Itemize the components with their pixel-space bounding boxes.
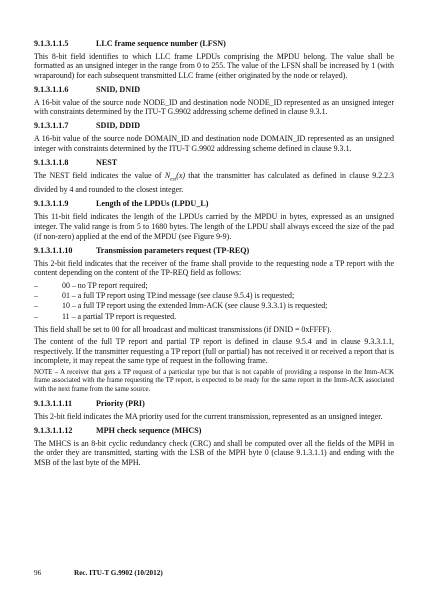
list-item: – 01 – a full TP report using TP.ind message (see clause 9.5.4) is requested;: [34, 291, 295, 301]
section-lpdu-length: [34, 199, 394, 241]
list-item: – 00 – no TP report required;: [34, 280, 148, 290]
section-number: 9.1.3.1.1.10: [34, 245, 73, 255]
section-title: SDID, DDID: [96, 121, 141, 131]
section-tp-req: [34, 246, 394, 395]
paragraph: The MHCS is an 8-bit cyclic redundancy check (CRC) and shall be computed over all the fields of the MPH in the order they are transmitted, starting with the LSB of the MPH byte 0 (clause 9.1.3.1.1) and ending with the MSB of the last byte of the MPH.: [34, 438, 394, 468]
section-number: 9.1.3.1.1.6: [34, 84, 69, 94]
section-sdid-ddid: [34, 121, 394, 153]
paragraph: The content of the full TP report and partial TP report is defined in clause 9.5.4 and in clause 9.3.3.1.1, respectively. If the transmitter requesting a TP report (full or partial) has not received it or received a report that is incomplete, it may repeat the same type of request in the following frame.: [34, 337, 394, 366]
section-heading: [34, 399, 394, 409]
paragraph: This 2-bit field indicates the MA priority used for the current transmission, represented as an unsigned integer.: [34, 411, 383, 421]
paragraph: This field shall be set to 00 for all broadcast and multicast transmissions (if DNID = 0xFFFF).: [34, 324, 332, 334]
section-lfsn: [34, 39, 394, 81]
page-footer: [34, 569, 163, 577]
nest-text-post: that the transmitter has calculated as defined in clause 9.2.2.3 divided by 4 and rounded to the closest integer.: [34, 171, 395, 195]
list-item: – 11 – a partial TP report is requested.: [34, 311, 177, 321]
section-heading: [34, 85, 394, 95]
paragraph: This 2-bit field indicates that the receiver of the frame shall provide to the requesting node a TP report with the content depending on the content of the TP-REQ field as follows:: [34, 258, 394, 278]
section-title: NEST: [96, 158, 118, 168]
section-title: Transmission parameters request (TP-REQ): [96, 245, 250, 255]
section-number: 9.1.3.1.1.9: [34, 199, 69, 209]
section-snid-dnid: [34, 85, 394, 117]
paragraph: [34, 171, 394, 195]
section-title: LLC frame sequence number (LFSN): [96, 38, 226, 48]
list-item: – 10 – a full TP report using the extended Imm-ACK (see clause 9.3.3.1) is requested;: [34, 301, 328, 311]
section-mhcs: [34, 426, 394, 468]
note: NOTE – A receiver that gets a TP request of a particular type but that is not capable of providing a response in the Imm-ACK frame associated with the frame requesting the TP report, is expected to be ready for the same report in the Imm-ACK associated with the next frame from the same source.: [34, 369, 394, 393]
section-nest: [34, 158, 394, 195]
section-number: 9.1.3.1.1.8: [34, 158, 69, 168]
paragraph: This 8-bit field identifies to which LLC frame LPDUs comprising the MPDU belong. The value shall be formatted as an unsigned integer in the range from 0 to 255. The value of the LFSN shall be increased by 1 (with wraparound) for each subsequent transmitted LLC frame (either originated by the node or relayed).: [34, 51, 394, 80]
document-body: [34, 34, 394, 471]
tp-req-values-list: [34, 281, 394, 322]
section-number: 9.1.3.1.1.12: [34, 425, 73, 435]
section-title: Length of the LPDUs (LPDU_L): [96, 199, 209, 209]
section-heading: [34, 199, 394, 209]
section-number: 9.1.3.1.1.7: [34, 121, 69, 131]
section-number: 9.1.3.1.1.5: [34, 38, 69, 48]
page-number: 96: [34, 569, 42, 577]
section-title: MPH check sequence (MHCS): [96, 425, 202, 435]
paragraph: A 16-bit value of the source node NODE_ID and destination node NODE_ID represented as an unsigned integer with constraints determined by the ITU-T G.9902 addressing scheme defined in clause 9.3.1.: [34, 97, 394, 117]
section-heading: [34, 426, 394, 436]
section-heading: [34, 39, 394, 49]
section-priority: [34, 399, 394, 422]
section-heading: [34, 158, 394, 168]
paragraph: A 16-bit value of the source node DOMAIN_ID and destination node DOMAIN_ID represented as an unsigned integer with constraints determined by the ITU-T G.9902 addressing scheme defined in clause 9.3.1.: [34, 134, 394, 154]
nest-text-pre: The NEST field indicates the value of: [34, 171, 165, 181]
section-title: Priority (PRI): [96, 398, 145, 408]
section-title: SNID, DNID: [96, 84, 141, 94]
section-number: 9.1.3.1.1.11: [34, 398, 72, 408]
recommendation-title: Rec. ITU-T G.9902 (10/2012): [74, 569, 163, 577]
section-heading: [34, 246, 394, 256]
section-heading: [34, 121, 394, 131]
nest-variable: $N_{est}(x)$: [164, 171, 185, 183]
paragraph: This 11-bit field indicates the length of the LPDUs carried by the MPDU in bytes, expressed as an unsigned integer. The valid range is from 5 to 1680 bytes. The length of the LPDU shall always exceed the size of the pad (if non-zero) applied at the end of the MPDU (see Figure 9-9).: [34, 212, 394, 241]
